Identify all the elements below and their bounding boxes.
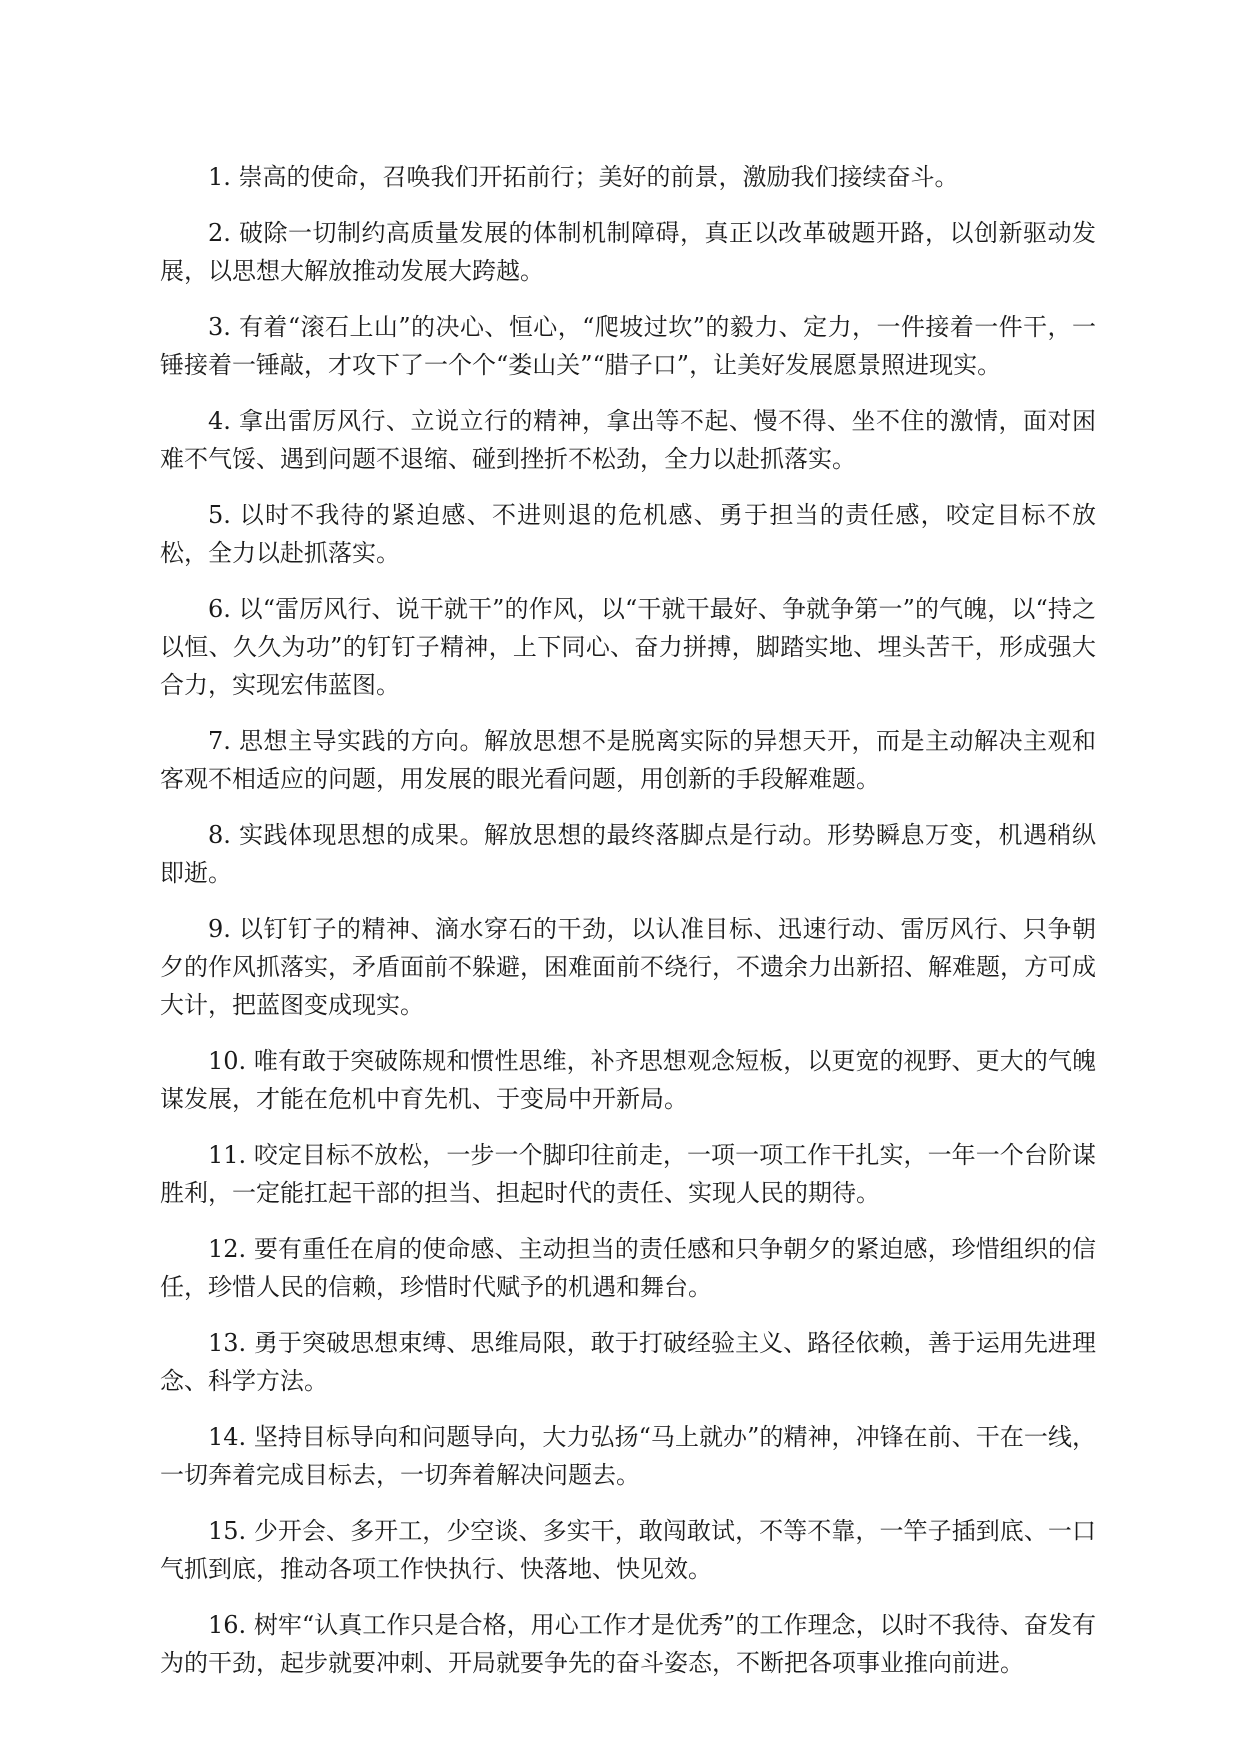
- paragraph-8: 8. 实践体现思想的成果。解放思想的最终落脚点是行动。形势瞬息万变，机遇稍纵即逝。: [160, 821, 1096, 887]
- paragraph-12: 12. 要有重任在肩的使命感、主动担当的责任感和只争朝夕的紧迫感，珍惜组织的信任，珍惜人民的信赖，珍惜时代赋予的机遇和舞台。: [160, 1235, 1096, 1301]
- paragraph-9: 9. 以钉钉子的精神、滴水穿石的干劲，以认准目标、迅速行动、雷厉风行、只争朝夕的作风抓落实，矛盾面前不躲避，困难面前不绕行，不遗余力出新招、解难题，方可成大计，把蓝图变成现实。: [160, 915, 1096, 1019]
- document-body: [160, 158, 1096, 1700]
- paragraph-13: 13. 勇于突破思想束缚、思维局限，敢于打破经验主义、路径依赖，善于运用先进理念、科学方法。: [160, 1329, 1096, 1395]
- paragraph-4: 4. 拿出雷厉风行、立说立行的精神，拿出等不起、慢不得、坐不住的激情，面对困难不气馁、遇到问题不退缩、碰到挫折不松劲，全力以赴抓落实。: [160, 407, 1096, 473]
- paragraph-5: 5. 以时不我待的紧迫感、不进则退的危机感、勇于担当的责任感，咬定目标不放松，全力以赴抓落实。: [160, 501, 1096, 567]
- paragraph-15: 15. 少开会、多开工，少空谈、多实干，敢闯敢试，不等不靠，一竿子插到底、一口气抓到底，推动各项工作快执行、快落地、快见效。: [160, 1517, 1096, 1583]
- paragraph-7: 7. 思想主导实践的方向。解放思想不是脱离实际的异想天开，而是主动解决主观和客观不相适应的问题，用发展的眼光看问题，用创新的手段解难题。: [160, 727, 1096, 793]
- paragraph-11: 11. 咬定目标不放松，一步一个脚印往前走，一项一项工作干扎实，一年一个台阶谋胜利，一定能扛起干部的担当、担起时代的责任、实现人民的期待。: [160, 1141, 1096, 1207]
- paragraph-10: 10. 唯有敢于突破陈规和惯性思维，补齐思想观念短板，以更宽的视野、更大的气魄谋发展，才能在危机中育先机、于变局中开新局。: [160, 1047, 1096, 1113]
- paragraph-16: 16. 树牢“认真工作只是合格，用心工作才是优秀”的工作理念，以时不我待、奋发有为的干劲，起步就要冲刺、开局就要争先的奋斗姿态，不断把各项事业推向前进。: [160, 1611, 1096, 1677]
- paragraph-6: 6. 以“雷厉风行、说干就干”的作风，以“干就干最好、争就争第一”的气魄，以“持之以恒、久久为功”的钉钉子精神，上下同心、奋力拼搏，脚踏实地、埋头苦干，形成强大合力，实现宏伟蓝图。: [160, 595, 1096, 699]
- paragraph-2: 2. 破除一切制约高质量发展的体制机制障碍，真正以改革破题开路，以创新驱动发展，以思想大解放推动发展大跨越。: [160, 219, 1096, 285]
- paragraph-3: 3. 有着“滚石上山”的决心、恒心，“爬坡过坎”的毅力、定力，一件接着一件干，一锤接着一锤敲，才攻下了一个个“娄山关”“腊子口”，让美好发展愿景照进现实。: [160, 313, 1096, 379]
- paragraph-14: 14. 坚持目标导向和问题导向，大力弘扬“马上就办”的精神，冲锋在前、干在一线，一切奔着完成目标去，一切奔着解决问题去。: [160, 1423, 1096, 1489]
- paragraph-1: 1. 崇高的使命，召唤我们开拓前行；美好的前景，激励我们接续奋斗。: [208, 163, 959, 191]
